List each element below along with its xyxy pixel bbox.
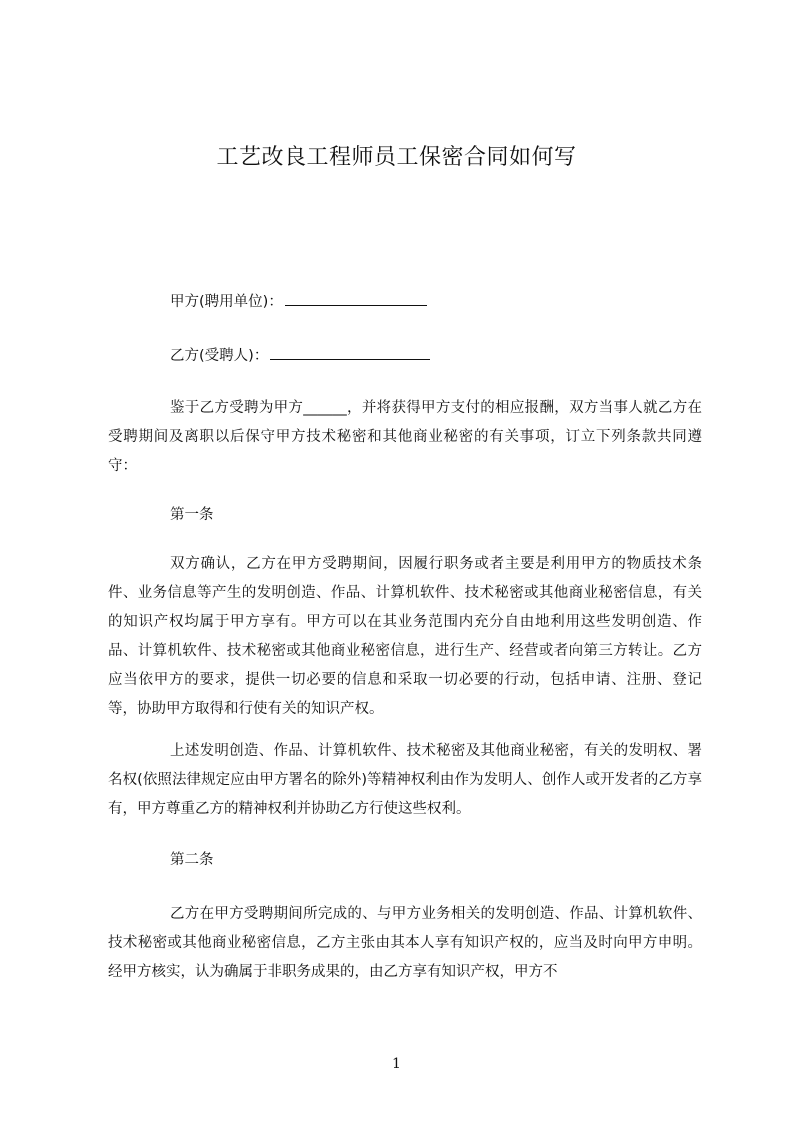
article-2-paragraph-1: 乙方在甲方受聘期间所完成的、与甲方业务相关的发明创造、作品、计算机软件、技术秘密或其他商业秘密信息，乙方主张由其本人享有知识产权的，应当及时向甲方申明。经甲方核实，认为确属于非职务成果的，由乙方享有知识产权，甲方不	[108, 906, 702, 980]
article-1-heading: 第一条	[170, 507, 214, 523]
article-1-paragraph-2: 上述发明创造、作品、计算机软件、技术秘密及其他商业秘密，有关的发明权、署名权(依照法律规定应由甲方署名的除外)等精神权利由作为发明人、创作人或开发者的乙方享有，甲方尊重乙方的精神权利并协助乙方行使这些权利。	[108, 743, 702, 817]
party-a-line	[170, 291, 427, 312]
intro-paragraph: 鉴于乙方受聘为甲方______，并将获得甲方支付的相应报酬，双方当事人就乙方在受聘期间及离职以后保守甲方技术秘密和其他商业秘密的有关事项，订立下列条款共同遵守：	[108, 400, 702, 474]
party-a-label: 甲方(聘用单位)：	[170, 294, 283, 310]
party-b-blank	[270, 345, 430, 360]
article-1-paragraph-1: 双方确认，乙方在甲方受聘期间，因履行职务或者主要是利用甲方的物质技术条件、业务信息等产生的发明创造、作品、计算机软件、技术秘密或其他商业秘密信息，有关的知识产权均属于甲方享有。甲方可以在其业务范围内充分自由地利用这些发明创造、作品、计算机软件、技术秘密或其他商业秘密信息，进行生产、经营或者向第三方转让。乙方应当依甲方的要求，提供一切必要的信息和采取一切必要的行动，包括申请、注册、登记等，协助甲方取得和行使有关的知识产权。	[108, 556, 702, 717]
party-a-blank	[285, 291, 427, 306]
page-number: 1	[392, 1056, 401, 1072]
party-b-label: 乙方(受聘人)：	[170, 348, 269, 364]
article-2-heading: 第二条	[170, 852, 214, 868]
party-b-line	[170, 345, 430, 366]
document-title: 工艺改良工程师员工保密合同如何写	[216, 145, 577, 170]
